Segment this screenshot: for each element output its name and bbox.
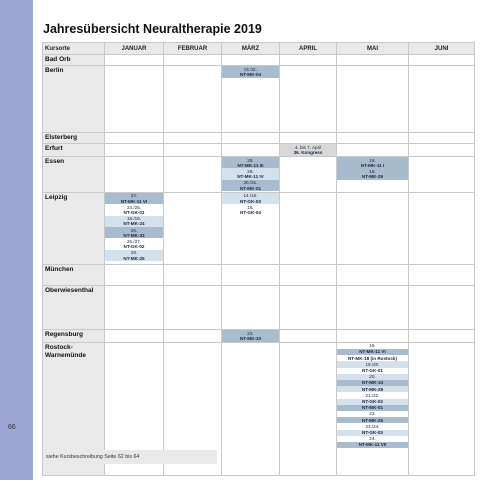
course-date: 18. <box>369 157 376 163</box>
course-entry <box>337 168 408 179</box>
course-entry <box>105 227 163 238</box>
month-cell <box>105 55 164 66</box>
city-name: Leipzig <box>43 192 105 264</box>
course-entry <box>105 216 163 227</box>
course-date: 19./20. <box>365 361 380 367</box>
month-cell <box>409 144 475 157</box>
month-cell <box>280 55 337 66</box>
month-cell <box>280 192 337 264</box>
month-cell <box>164 157 222 193</box>
month-cell <box>222 342 280 475</box>
city-row <box>43 133 475 144</box>
course-code: NT-MK-33 <box>239 335 262 341</box>
column-header-mai: MAI <box>337 43 409 55</box>
column-header-februar: FEBRUAR <box>164 43 222 55</box>
course-date: 18./19. <box>126 216 142 222</box>
city-name: Essen <box>43 157 105 193</box>
course-code: NT-MK-11 I <box>360 162 385 168</box>
city-name: Rostock-Warnemünde <box>43 342 105 475</box>
course-code: NT-GK-03 <box>240 198 261 204</box>
city-name: München <box>43 265 105 286</box>
course-code: NT-GK-02 <box>123 244 145 250</box>
city-name: Bad Orb <box>43 55 105 66</box>
course-date: 29. <box>247 168 254 174</box>
course-code: NT-MK-11 III <box>237 162 264 168</box>
month-cell <box>105 133 164 144</box>
column-header-kursorte: Kursorte <box>43 43 105 55</box>
month-cell <box>222 55 280 66</box>
month-cell <box>337 144 409 157</box>
course-code: NT-GK-03 <box>362 430 383 436</box>
city-row <box>43 192 475 264</box>
month-cell <box>105 192 164 264</box>
course-date: 23. <box>247 330 254 336</box>
page-number: 66 <box>8 424 16 431</box>
course-code: NT-GK-02 <box>362 399 383 405</box>
course-entry <box>222 204 279 215</box>
city-row <box>43 144 475 157</box>
month-cell <box>164 330 222 343</box>
month-cell <box>409 192 475 264</box>
city-name: Oberwiesenthal <box>43 286 105 330</box>
month-cell <box>164 286 222 330</box>
course-entry <box>337 157 408 168</box>
header-row <box>43 43 475 55</box>
city-name: Elsterberg <box>43 133 105 144</box>
month-cell <box>222 286 280 330</box>
month-cell <box>337 342 409 475</box>
course-date: 30./31. <box>243 180 258 186</box>
month-cell <box>222 157 280 193</box>
course-entry <box>280 144 336 155</box>
city-row <box>43 286 475 330</box>
course-date: 24. <box>369 436 376 442</box>
month-cell <box>164 55 222 66</box>
city-row <box>43 157 475 193</box>
left-sidebar-band <box>0 0 33 480</box>
month-cell <box>409 133 475 144</box>
month-cell <box>105 144 164 157</box>
column-header-januar: JANUAR <box>105 43 164 55</box>
course-code: NT-MK-01 <box>239 185 262 191</box>
column-header-april: APRIL <box>280 43 337 55</box>
course-entry <box>222 193 279 204</box>
course-date: 19. <box>369 343 376 349</box>
month-cell <box>409 55 475 66</box>
course-date: 28. <box>247 157 254 163</box>
course-entry <box>337 442 408 448</box>
month-cell <box>164 133 222 144</box>
month-cell <box>105 330 164 343</box>
course-date: 23./24. <box>365 423 380 429</box>
course-code: NT-MK-18 (in Rostock) <box>347 355 397 361</box>
month-cell <box>222 133 280 144</box>
month-cell <box>105 265 164 286</box>
schedule-table <box>42 42 475 476</box>
month-cell <box>164 192 222 264</box>
course-date: 26./27. <box>126 238 142 244</box>
month-cell <box>280 286 337 330</box>
city-name: Regensburg <box>43 330 105 343</box>
course-date: 19. <box>369 168 376 174</box>
month-cell <box>222 330 280 343</box>
month-cell <box>222 192 280 264</box>
column-header-maerz: MÄRZ <box>222 43 280 55</box>
month-cell <box>337 192 409 264</box>
page-title: Jahresübersicht Neuraltherapie 2019 <box>43 22 262 36</box>
city-row <box>43 55 475 66</box>
month-cell <box>280 342 337 475</box>
course-code: NT-MK-29 <box>361 386 384 392</box>
column-header-juni: JUNI <box>409 43 475 55</box>
month-cell <box>280 265 337 286</box>
course-date: 16. <box>247 204 254 210</box>
city-name: Berlin <box>43 66 105 133</box>
month-cell <box>409 286 475 330</box>
month-cell <box>337 66 409 133</box>
month-cell <box>105 157 164 193</box>
course-code: NT-MK-34 <box>361 380 384 386</box>
month-cell <box>222 144 280 157</box>
course-code: NT-MK-24 <box>123 221 145 227</box>
course-date: 24./25. <box>126 204 142 210</box>
month-cell <box>105 286 164 330</box>
course-code: NT-MK-01 <box>361 405 384 411</box>
month-cell <box>164 144 222 157</box>
course-code: NT-MK-26 <box>361 417 384 423</box>
course-entry <box>105 250 163 261</box>
course-code: NT-MK-11 IV <box>237 174 264 180</box>
month-cell <box>409 265 475 286</box>
month-cell <box>222 66 280 133</box>
course-code: NT-MK-11 VII <box>358 442 387 448</box>
course-entry <box>105 204 163 215</box>
month-cell <box>337 157 409 193</box>
course-code: NT-MK-25 <box>123 255 145 261</box>
course-entry <box>222 157 279 168</box>
course-date: 20. <box>369 374 376 380</box>
course-date: 23. <box>369 411 376 417</box>
course-date: 26. <box>130 227 138 233</box>
month-cell <box>280 157 337 193</box>
course-date: 14./15. <box>243 193 258 199</box>
course-date: 4. bis 7. April <box>294 144 322 150</box>
month-cell <box>164 66 222 133</box>
course-code: NT-MK-04 <box>239 71 262 77</box>
month-cell <box>337 330 409 343</box>
month-cell <box>105 66 164 133</box>
course-code: NT-GK-01 <box>362 368 383 374</box>
course-date: 22. <box>130 193 138 199</box>
course-code: NT-MK-33 <box>123 232 145 238</box>
month-cell <box>337 265 409 286</box>
month-cell <box>280 133 337 144</box>
course-entry <box>105 238 163 249</box>
month-cell <box>280 330 337 343</box>
city-row <box>43 265 475 286</box>
course-entry <box>222 168 279 179</box>
month-cell <box>337 55 409 66</box>
month-cell <box>222 265 280 286</box>
course-entry <box>105 193 163 204</box>
course-date: 01.02. <box>244 66 257 72</box>
month-cell <box>409 66 475 133</box>
city-row <box>43 330 475 343</box>
month-cell <box>409 330 475 343</box>
course-date: 28. <box>130 250 138 256</box>
city-row <box>43 66 475 133</box>
course-code: NT-MK-11 VI <box>359 349 386 355</box>
month-cell <box>337 286 409 330</box>
month-cell <box>337 133 409 144</box>
month-cell <box>280 66 337 133</box>
course-code: NT-MK-11 VI <box>120 198 148 204</box>
month-cell <box>409 157 475 193</box>
city-name: Erfurt <box>43 144 105 157</box>
course-code: NT-GK-04 <box>240 209 261 215</box>
footnote: siehe Kursbeschreibung Seite 62 bis 64 <box>43 450 217 464</box>
course-code: NT-MK-29 <box>361 174 384 180</box>
course-entry <box>222 180 279 191</box>
course-entry <box>222 330 279 341</box>
month-cell <box>409 342 475 475</box>
month-cell <box>164 265 222 286</box>
course-code: NT-GK-01 <box>123 209 145 215</box>
course-date: 21./22. <box>365 392 380 398</box>
course-code: 36. Kongress <box>293 150 323 156</box>
month-cell <box>280 144 337 157</box>
course-entry <box>222 66 279 77</box>
